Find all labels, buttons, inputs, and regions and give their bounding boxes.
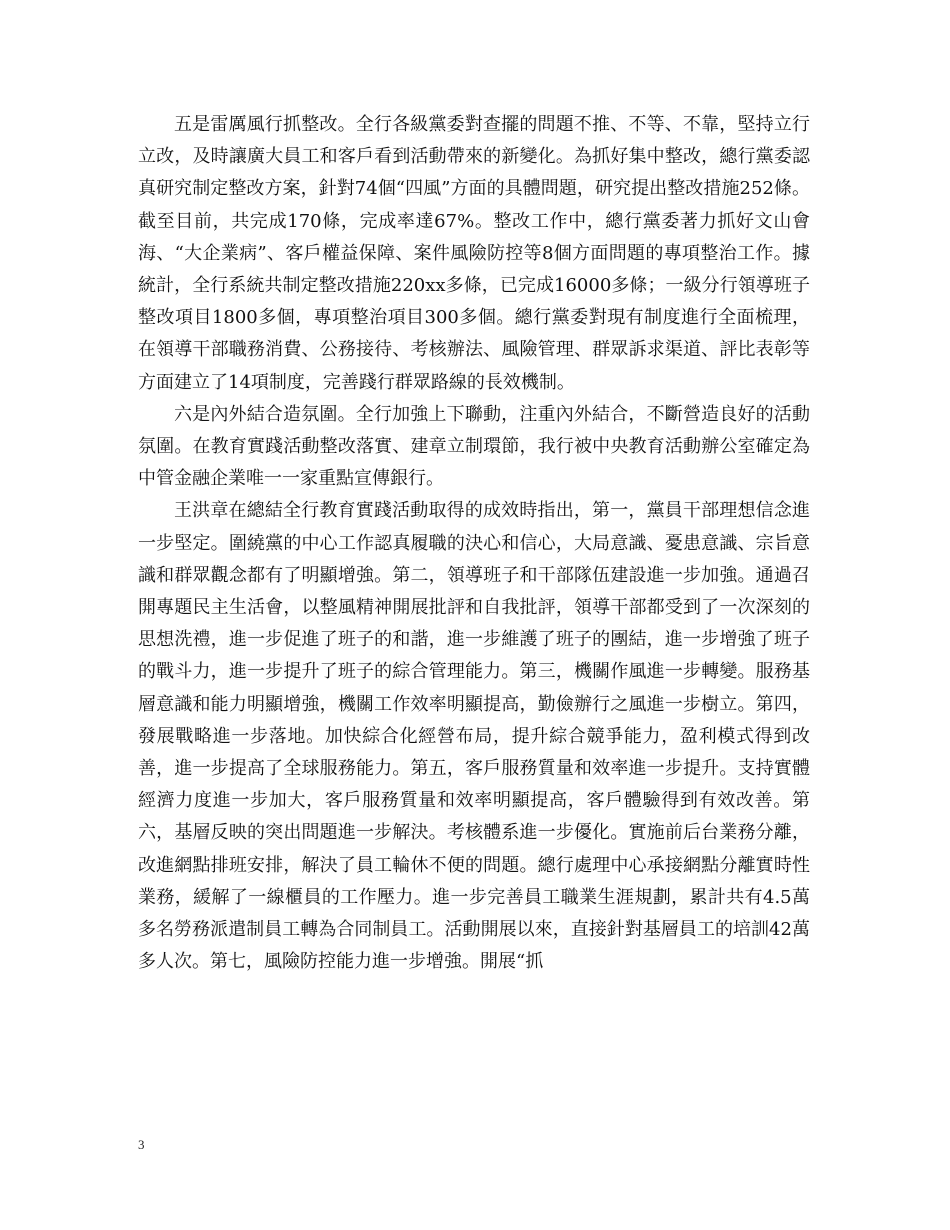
document-body bbox=[138, 109, 810, 978]
paragraph-rectification: 五是雷厲風行抓整改。全行各級黨委對查擺的問題不推、不等、不靠，堅持立行立改，及時讓廣大員工和客戶看到活動帶來的新變化。為抓好集中整改，總行黨委認真研究制定整改方案，針對74個“四風”方面的具體問題，研究提出整改措施252條。截至目前，共完成170條，完成率達67%。整改工作中，總行黨委著力抓好文山會海、“大企業病”、客戶權益保障、案件風險防控等8個方面問題的專項整治工作。據統計，全行系統共制定整改措施220xx多條，已完成16000多條；一級分行領導班子整改項目1800多個，專項整治項目300多個。總行黨委對現有制度進行全面梳理，在領導干部職務消費、公務接待、考核辦法、風險管理、群眾訴求渠道、評比表彰等方面建立了14項制度，完善踐行群眾路線的長效機制。 bbox=[138, 114, 810, 393]
page-number: 3 bbox=[138, 1137, 145, 1152]
paragraph-achievements: 王洪章在總結全行教育實踐活動取得的成效時指出，第一，黨員干部理想信念進一步堅定。圍繞黨的中心工作認真履職的決心和信心，大局意識、憂患意識、宗旨意識和群眾觀念都有了明顯增強。第二，領導班子和干部隊伍建設進一步加強。通過召開專題民主生活會，以整風精神開展批評和自我批評，領導干部都受到了一次深刻的思想洗禮，進一步促進了班子的和諧，進一步維護了班子的團結，進一步增強了班子的戰斗力，進一步提升了班子的綜合管理能力。第三，機關作風進一步轉變。服務基層意識和能力明顯增強，機關工作效率明顯提高，勤儉辦行之風進一步樹立。第四，發展戰略進一步落地。加快綜合化經營布局，提升綜合競爭能力，盈利模式得到改善，進一步提高了全球服務能力。第五，客戶服務質量和效率進一步提升。支持實體經濟力度進一步加大，客戶服務質量和效率明顯提高，客戶體驗得到有效改善。第六，基層反映的突出問題進一步解決。考核體系進一步優化。實施前后台業務分離，改進網點排班安排，解決了員工輪休不便的問題。總行處理中心承接網點分離實時性業務，緩解了一線櫃員的工作壓力。進一步完善員工職業生涯規劃，累計共有4.5萬多名勞務派遣制員工轉為合同制員工。活動開展以來，直接針對基層員工的培訓42萬多人次。第七，風險防控能力進一步增強。開展“抓 bbox=[138, 500, 810, 973]
paragraph-atmosphere: 六是內外結合造氛圍。全行加強上下聯動，注重內外結合，不斷營造良好的活動氛圍。在教育實踐活動整改落實、建章立制環節，我行被中央教育活動辦公室確定為中管金融企業唯一一家重點宣傳銀行。 bbox=[138, 403, 810, 490]
